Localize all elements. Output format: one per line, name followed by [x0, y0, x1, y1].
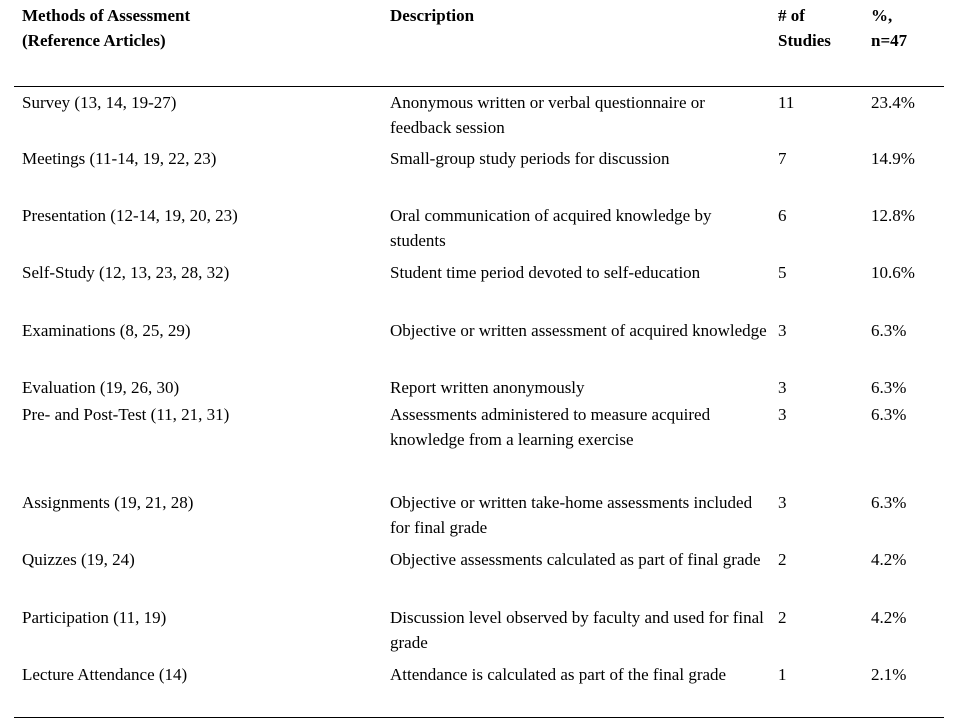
- header-rule: [14, 86, 944, 87]
- header-studies: [778, 3, 858, 53]
- footer-rule: [14, 717, 944, 718]
- table-row-description: Report written anonymously: [390, 378, 585, 397]
- table-row-studies: 2: [778, 550, 787, 569]
- table-row-description: Student time period devoted to self-education: [390, 263, 701, 282]
- table-row-description: Objective or written assessment of acquired knowledge: [390, 321, 767, 340]
- table-row-description: Objective assessments calculated as part of final grade: [390, 550, 761, 569]
- table-row-percent: 23.4%: [871, 93, 915, 112]
- table-row-percent: 6.3%: [871, 405, 907, 424]
- header-description: Description: [390, 6, 475, 25]
- header-percent-line2: n=47: [871, 31, 908, 50]
- table-row-method: Quizzes (19, 24): [22, 550, 135, 569]
- table-row-studies: 5: [778, 263, 787, 282]
- table-row-percent: 4.2%: [871, 608, 907, 627]
- table-row-percent: 6.3%: [871, 493, 907, 512]
- table-row-description: Oral communication of acquired knowledge by students: [390, 206, 712, 250]
- table-row-method: Meetings (11-14, 19, 22, 23): [22, 149, 217, 168]
- table-row-studies: 11: [778, 93, 795, 112]
- table-row-percent: 6.3%: [871, 378, 907, 397]
- table-row-method: Examinations (8, 25, 29): [22, 321, 191, 340]
- table-row-studies: 2: [778, 608, 787, 627]
- table-row-method: Assignments (19, 21, 28): [22, 493, 194, 512]
- header-percent: [871, 3, 951, 53]
- table-row-method: Self-Study (12, 13, 23, 28, 32): [22, 263, 230, 282]
- table-row-studies: 3: [778, 405, 787, 424]
- table-row-studies: 1: [778, 665, 787, 684]
- header-method: [22, 3, 382, 53]
- table-row-percent: 4.2%: [871, 550, 907, 569]
- table-row-description: Small-group study periods for discussion: [390, 149, 670, 168]
- table-row-method: Pre- and Post-Test (11, 21, 31): [22, 405, 230, 424]
- table-row-studies: 3: [778, 493, 787, 512]
- table-row-description: Anonymous written or verbal questionnaire or feedback session: [390, 93, 705, 137]
- table-row-method: Presentation (12-14, 19, 20, 23): [22, 206, 238, 225]
- table-row-percent: 2.1%: [871, 665, 907, 684]
- table-row-method: Lecture Attendance (14): [22, 665, 188, 684]
- table-row-description: Discussion level observed by faculty and used for final grade: [390, 608, 764, 652]
- table-row-studies: 6: [778, 206, 787, 225]
- table-row-method: Survey (13, 14, 19-27): [22, 93, 177, 112]
- table-row-percent: 6.3%: [871, 321, 907, 340]
- table-row-studies: 7: [778, 149, 787, 168]
- table-row-percent: 10.6%: [871, 263, 915, 282]
- table-row-description: Attendance is calculated as part of the final grade: [390, 665, 727, 684]
- table-row-method: Participation (11, 19): [22, 608, 167, 627]
- table-row-method: Evaluation (19, 26, 30): [22, 378, 180, 397]
- table-row-percent: 14.9%: [871, 149, 915, 168]
- table-row-description: Assessments administered to measure acquired knowledge from a learning exercise: [390, 405, 711, 449]
- header-percent-line1: %,: [871, 6, 893, 25]
- table-row-percent: 12.8%: [871, 206, 915, 225]
- header-studies-line1: # of: [778, 6, 805, 25]
- header-studies-line2: Studies: [778, 31, 831, 50]
- header-method-line1: Methods of Assessment: [22, 6, 191, 25]
- table-row-studies: 3: [778, 378, 787, 397]
- table-row-description: Objective or written take-home assessments included for final grade: [390, 493, 753, 537]
- table-row-studies: 3: [778, 321, 787, 340]
- header-method-line2: (Reference Articles): [22, 31, 166, 50]
